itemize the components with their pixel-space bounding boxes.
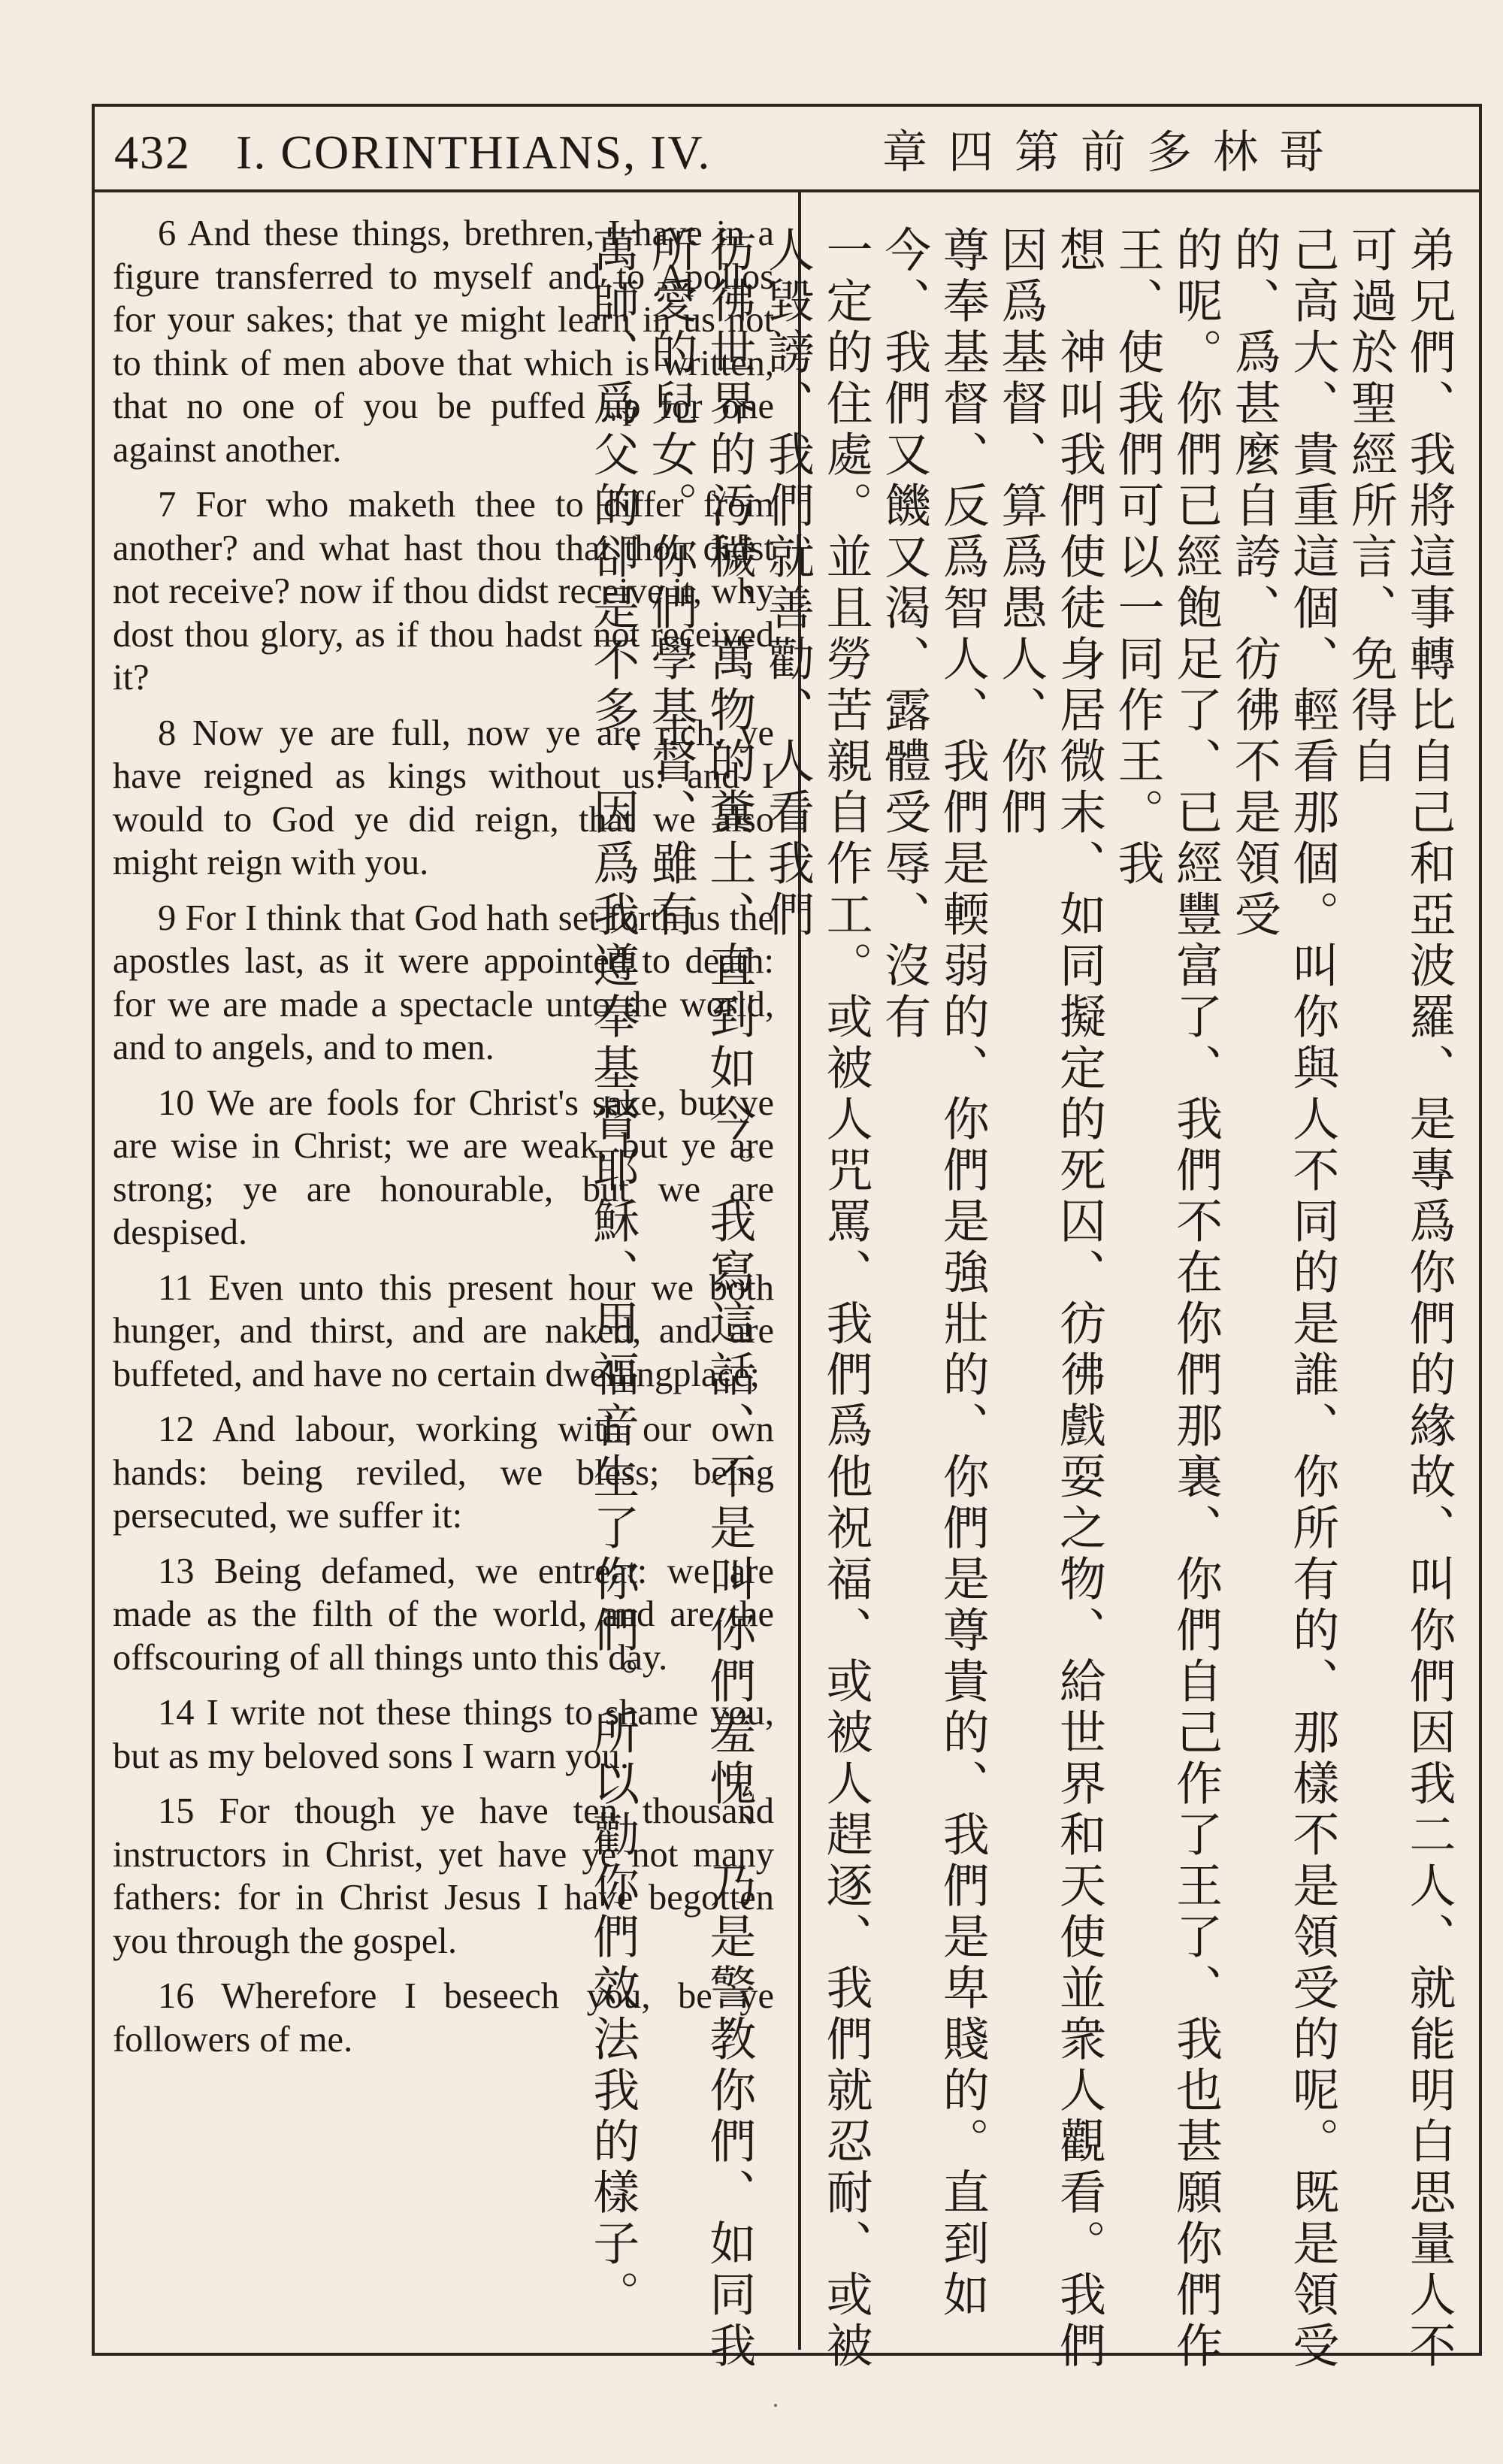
verse-10: 10 We are fools for Christ's sake, but ye are wise in Christ; we are weak, but ye are strong; ye are honourable, but we are despised. bbox=[113, 1082, 774, 1252]
chinese-line: 一定的住處。並且勞苦親自作工。或被人咒罵、我們爲他祝福、或被人趕逐、我們就忍耐、或被人毀謗、我們就善勸、人看我們 bbox=[760, 226, 874, 2372]
verse-11: 11 Even unto this present hour we both hunger, and thirst, and are naked, and are buffeted, and have no certain dwellingplace; bbox=[113, 1267, 774, 1394]
chinese-line: 彷彿世界的汚穢、萬物的糞土、直到如今。我寫這話、不是叫你們羞愧、乃是警教你們、如同我所愛的兒女。你們學基督、雖有 bbox=[643, 226, 757, 2372]
verse-7: 7 For who maketh thee to differ from another? and what hast thou that thou didst not receive? now if thou didst receive it, why dost thou glory, as if thou hadst not received it? bbox=[113, 485, 774, 698]
chinese-line: 萬師、爲父的卻是不多、因爲我遵奉基督耶穌、用福音生了你們。所以勸你們效法我的樣子。 bbox=[585, 226, 640, 2321]
chinese-line: 想 神叫我們使徒身居微末、如同擬定的死囚、彷彿戲耍之物、給世界和天使並衆人觀看。我們因爲基督、算爲愚人、你們 bbox=[993, 226, 1107, 2372]
chinese-line: 尊奉基督、反爲智人、我們是輭弱的、你們是強壯的、你們是尊貴的、我們是卑賤的。直到如今、我們又饑又渴、露體受辱、沒有 bbox=[876, 226, 990, 2321]
chinese-running-title: 章四第前多林哥 bbox=[882, 126, 1345, 179]
chinese-column bbox=[585, 226, 1458, 2375]
verse-15: 15 For though ye have ten thousand instructors in Christ, yet have ye not many fathers: for in Christ Jesus I have begotten you through the gospel. bbox=[113, 1791, 774, 1961]
verse-12: 12 And labour, working with our own hands: being reviled, we bless; being persecuted, we suffer it: bbox=[113, 1409, 774, 1536]
verse-8: 8 Now ye are full, now ye are rich, ye have reigned as kings without us: and I would to God ye did reign, that we also might reign with you. bbox=[113, 713, 774, 882]
header-rule bbox=[95, 189, 1479, 192]
printer-mark bbox=[774, 2404, 777, 2407]
verse-16: 16 Wherefore I beseech you, be ye followers of me. bbox=[113, 1976, 774, 2060]
verse-14: 14 I write not these things to shame you, but as my beloved sons I warn you. bbox=[113, 1693, 774, 1776]
page-number: 432 bbox=[114, 126, 191, 179]
chinese-line: 弟兄們、我將這事轉比自己和亞波羅、是專爲你們的緣故、叫你們因我二人、就能明白思量人不可過於聖經所言、免得自 bbox=[1343, 226, 1456, 2372]
book-title: I. CORINTHIANS, IV. bbox=[236, 126, 712, 179]
verse-6: 6 And these things, brethren, I have in a figure transferred to myself and to Apollos for your sakes; that ye might learn in us not to think of men above that which is written, that no one of you be puffed up for one against another. bbox=[113, 213, 774, 470]
running-header bbox=[114, 119, 711, 186]
chinese-line: 己高大、貴重這個、輕看那個。叫你與人不同的是誰、你所有的、那樣不是領受的呢。既是領受的、爲甚麼自誇、彷彿不是領受 bbox=[1226, 226, 1340, 2372]
chinese-line: 的呢。你們已經飽足了、已經豐富了、我們不在你們那裏、你們自己作了王了、我也甚願你們作王、使我們可以一同作王。我 bbox=[1110, 226, 1223, 2372]
verse-9: 9 For I think that God hath set forth us the apostles last, as it were appointed to death: for we are made a spectacle unto the world, and to angels, and to men. bbox=[113, 898, 774, 1067]
verse-13: 13 Being defamed, we entreat: we are made as the filth of the world, and are the offscouring of all things unto this day. bbox=[113, 1551, 774, 1678]
